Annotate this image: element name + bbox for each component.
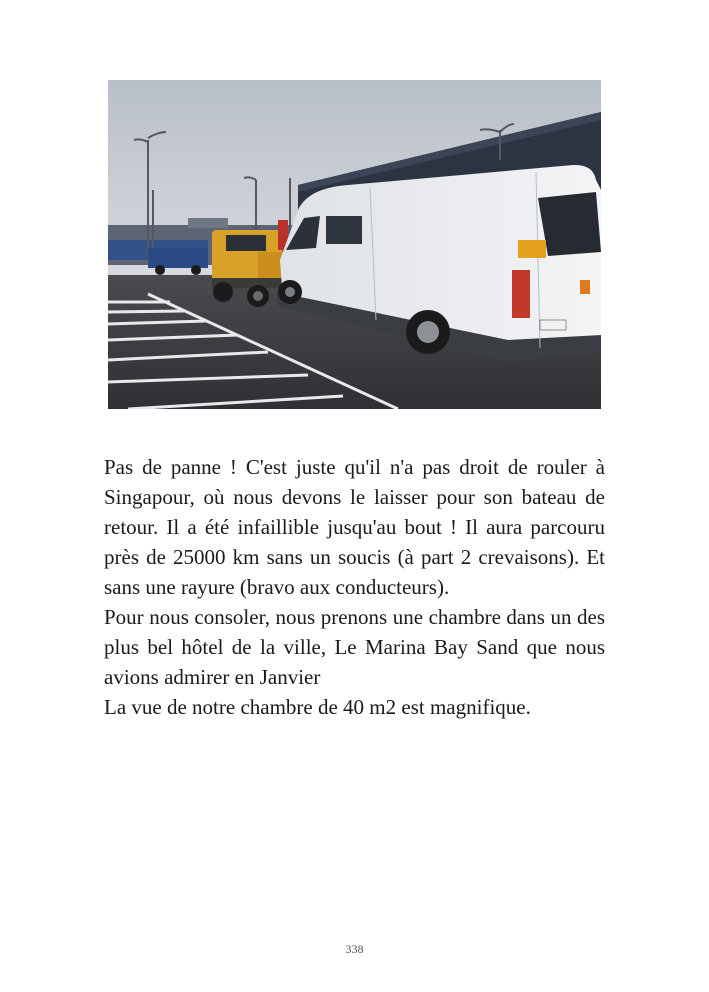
body-text [104,452,605,722]
photo-van-tow-truck [108,80,601,409]
paragraph-hotel: Pour nous consoler, nous prenons une chambre dans un des plus bel hôtel de la ville, Le Marina Bay Sand que nous avions admirer en Janvier [104,605,605,689]
paragraph-view: La vue de notre chambre de 40 m2 est magnifique. [104,695,531,719]
page-number: 338 [345,942,364,956]
paragraph-breakdown: Pas de panne ! C'est juste qu'il n'a pas droit de rouler à Singapour, où nous devons le laisser pour son bateau de retour. Il a été infaillible jusqu'au bout ! Il aura parcouru près de 25000 km sans un soucis (à part 2 crevaisons). Et sans une rayure (bravo aux conducteurs). [104,455,605,599]
